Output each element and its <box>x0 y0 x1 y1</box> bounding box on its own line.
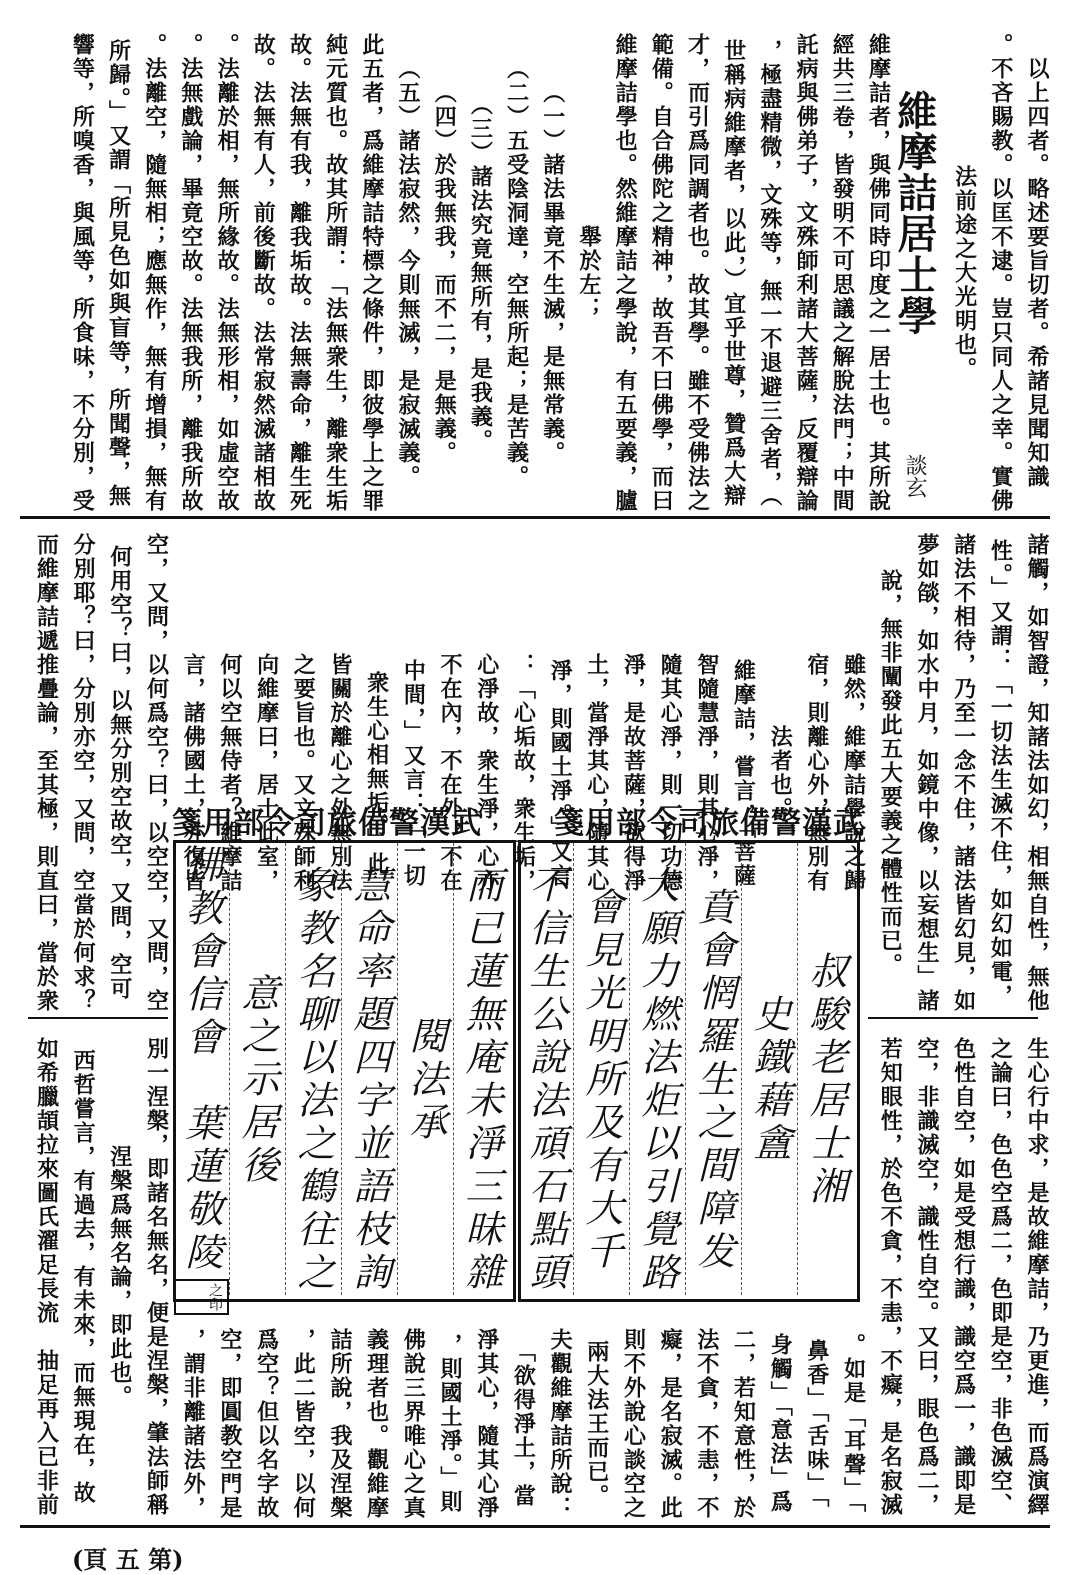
text-column: 分別耶？曰，分別亦空，又問，空當於何求？ <box>70 533 97 1013</box>
text-column: 才，而引爲同調者也。故其學。雖不受佛法之 <box>684 33 711 513</box>
text-column: 皆關於離心之外無別法 <box>326 653 353 893</box>
text-column: 此五者，爲維摩詰特標之條件，即彼學上之罪 <box>358 33 385 513</box>
text-column: 身觸」「意法」爲 <box>767 1333 794 1514</box>
lower-section <box>20 1032 1048 1522</box>
text-column: 維摩詰者，與佛同時印度之一居士也。其所說 <box>865 33 892 513</box>
text-column: 如希臘頡拉來圖氏濯足長流 抽足再入已非前 <box>33 1037 60 1517</box>
text-column: 響等，所嗅香，與風等，所食味，不分別，受 <box>69 33 96 513</box>
text-column: 空，又問，以何爲空？曰，以空空，又問，空 <box>143 533 170 1013</box>
text-column: 智隨慧淨，則其心淨， <box>693 653 720 893</box>
letterhead-text: 武漢警備旅司令部用箋 <box>172 806 482 841</box>
text-column: （三）諸法究竟無所有，是我義。 <box>467 93 494 453</box>
text-column: 心淨故，衆生淨，心亦 <box>473 653 500 893</box>
text-column: 說，無非闡發此五大要義之體性而已。 <box>877 569 904 977</box>
top-body-columns <box>57 28 892 518</box>
text-column: 賁會惘羅生之間障发 <box>685 843 741 1295</box>
text-column: 則不外說心談空之 <box>620 1327 647 1520</box>
text-column: 不信生公說法頑石點頭 <box>523 865 567 1295</box>
text-column: 西哲嘗言，有過去，有未來，而無現在，故 <box>70 1049 97 1505</box>
text-column: 之要旨也。又文殊師利 <box>290 653 317 893</box>
text-column: 義理者也。觀維摩 <box>363 1327 390 1520</box>
text-column: 性。」又謂：「一切法生滅不住，如幻如電， <box>987 538 1014 1008</box>
divider-left <box>28 1017 168 1019</box>
text-column: 舉於左； <box>575 225 602 321</box>
text-column: （五）諸法寂然，今則無滅，是寂滅義。 <box>395 57 421 489</box>
text-column: 宿，則離心外，無別有 <box>803 653 830 893</box>
text-column: 法前途之大光明也。 <box>951 165 978 381</box>
text-column: 佛教會信會 葉蓮敬陵 之印 <box>174 843 229 1295</box>
text-column: 故。法無有人，前後斷故。法常寂然滅諸相故 <box>250 33 277 513</box>
text-column: 夫觀維摩詰所說： <box>547 1327 574 1520</box>
text-column: 雖然，維摩詰學說之歸 <box>840 653 867 893</box>
text-column: 法者也。 <box>767 725 794 821</box>
text-column: ：「心垢故，衆生垢， <box>510 653 537 893</box>
text-column: 色性自空，如是受想行識，識空爲一，識即是 <box>950 1037 977 1517</box>
text-column: 諸法不相待，乃至一念不住，諸法皆幻見，如 <box>950 533 977 1013</box>
text-column: 之論曰，色色空爲二，色即是空，非色滅空、 <box>987 1037 1014 1517</box>
text-column: 土，當淨其心，隨其心 <box>583 653 610 893</box>
text-column: 世稱病維摩者，以此，）宜乎世尊，贊爲大辯 <box>720 38 747 508</box>
text-column: 範備。自合佛陀之精神，故吾不曰佛學，而曰 <box>648 33 675 513</box>
text-column: 法不貪，不恚，不 <box>693 1327 720 1520</box>
text-column: 隨其心淨，則一切功德 <box>657 653 684 893</box>
text-column: 。法無戲論，畢竟空故。法無我所，離我所故 <box>177 33 204 513</box>
text-column: ，此二皆空，以何 <box>290 1327 317 1520</box>
text-column: 維摩詰學也。然維摩詰之學說，有五要義，臚 <box>612 33 639 513</box>
page-number: (頁 五 第) <box>72 1545 184 1574</box>
text-column: 癡，是名寂滅。此 <box>657 1327 684 1520</box>
text-column: 閱法承 <box>397 843 453 1295</box>
text-column: ，則國土淨。」則 <box>437 1333 463 1514</box>
top-section <box>20 28 1048 518</box>
letterhead-header <box>172 798 864 841</box>
text-column: 意之示居後 <box>229 843 285 1295</box>
text-column: 夢如燄，如水中月，如鏡中像，以妄想生」諸 <box>913 533 940 1013</box>
text-column: 佛說三界唯心之真 <box>400 1327 427 1520</box>
text-column: 別一涅槃，即諸名無名，便是涅槃，肇法師稱 <box>143 1037 170 1517</box>
text-column: 而維摩詰遞推疊論，至其極，則直曰，當於衆 <box>33 533 60 1013</box>
text-column: 會見光明所及有大千 <box>573 843 629 1295</box>
text-column: 二，若知意性，於 <box>730 1327 757 1520</box>
text-column: 淨，則國土淨。」又言 <box>547 658 574 888</box>
text-column: 諸觸，如智證，知諸法如幻，相無自性，無他 <box>1024 533 1050 1013</box>
text-column: 空，非識滅空，識性自空。又曰，眼色爲二， <box>913 1037 940 1517</box>
text-column: 不在內，不在外，不在 <box>437 653 463 893</box>
text-column: 慧命率題四字並語枝詢 <box>341 843 397 1295</box>
text-column: 向維摩曰，居士此室， <box>253 653 280 893</box>
text-column: 言，諸佛國土，亦復皆 <box>180 653 207 893</box>
text-column: （一）諸法畢竟不生滅，是無常義。 <box>539 81 566 465</box>
article-title: 維摩詰居士學 <box>890 90 938 336</box>
article-author: 談玄 <box>901 454 927 498</box>
text-column: 叔駿老居士湘 <box>797 843 853 1295</box>
text-column: 兩大法王而已。 <box>583 1339 610 1508</box>
text-column: 託病與佛弟子，文殊師利諸大菩薩，反覆辯論 <box>793 33 820 513</box>
text-column: 何用空？曰，以無分別空故空，又問，空可 <box>106 545 133 1001</box>
text-column: （二）五受陰洞達，空無所起；是苦義。 <box>503 57 530 489</box>
text-column: 象教名聊以法之鶴往之 <box>285 843 341 1295</box>
divider-bottom <box>20 1525 1050 1528</box>
text-column: 空，即圓教空門是 <box>216 1327 243 1520</box>
text-column: 。法離空，隨無相；應無作，無有增損，無有 <box>141 33 168 513</box>
text-column: 而已蓮無庵未淨三昧雜 <box>453 843 509 1295</box>
letterhead-text: 武漢警備旅司令部用箋 <box>554 806 864 841</box>
text-column: 故。法無有我，離我垢故。法無壽命，離生死 <box>286 33 313 513</box>
top-intro-columns <box>939 28 1048 518</box>
article-heading <box>889 28 939 518</box>
text-column: 鼻香」「舌味」「 <box>803 1338 830 1509</box>
text-column: 「欲得淨土，當 <box>510 1339 537 1508</box>
text-column: 何以空無侍者？維摩詰 <box>216 653 243 893</box>
text-column: ，極盡精微，文殊等，無一不退避三舍者，（ <box>756 38 783 508</box>
text-column: 若知眼性，於色不貪，不恚，不癡，是名寂滅 <box>877 1037 904 1517</box>
text-column: （四）於我無我，而不二，是無義。 <box>431 81 458 465</box>
text-column: 生心行中求，是故維摩詰，乃更進，而爲演繹 <box>1024 1037 1050 1517</box>
text-column: 涅槃爲無名論，即此也。 <box>106 1145 133 1409</box>
text-column: 維摩詰，嘗言，「菩薩 <box>730 658 757 888</box>
text-column: 大願力燃法炬以引覺路 <box>629 843 685 1295</box>
text-column: 。不吝賜教。以匡不逮。豈只同人之幸。實佛 <box>987 33 1014 513</box>
text-column: ，謂非離諸法外， <box>180 1327 207 1520</box>
text-column: 中間，」又言：「一切 <box>400 658 427 888</box>
divider-top <box>20 516 1050 519</box>
text-column: 經共三卷，皆發明不可思議之解脫法門；中間 <box>829 33 856 513</box>
text-column: 淨，是故菩薩，欲得淨 <box>620 653 647 893</box>
text-column: 衆生心相無垢。」此 <box>363 670 390 876</box>
seal-stamp: 之印 <box>174 1279 229 1315</box>
text-column: 純元質也。故其所謂：「法無衆生，離衆生垢 <box>322 33 349 513</box>
text-column: 詰所說，我及涅槃 <box>326 1327 353 1520</box>
text-column: 所歸。」又謂「所見色如與盲等，所聞聲，無 <box>105 38 132 508</box>
text-column: 以上四者。略述要旨切者。希諸見聞知識 <box>1024 57 1050 489</box>
divider-right <box>868 1017 1038 1019</box>
text-column: 淨其心，隨其心淨 <box>473 1327 500 1520</box>
text-column: 。如是「耳聲」「 <box>840 1333 867 1514</box>
text-column: 史鐵藉盦 <box>741 843 797 1295</box>
text-column: 。法離於相，無所緣故。法無形相，如虛空故 <box>214 33 241 513</box>
text-column: 爲空？但以名字故 <box>253 1327 280 1520</box>
